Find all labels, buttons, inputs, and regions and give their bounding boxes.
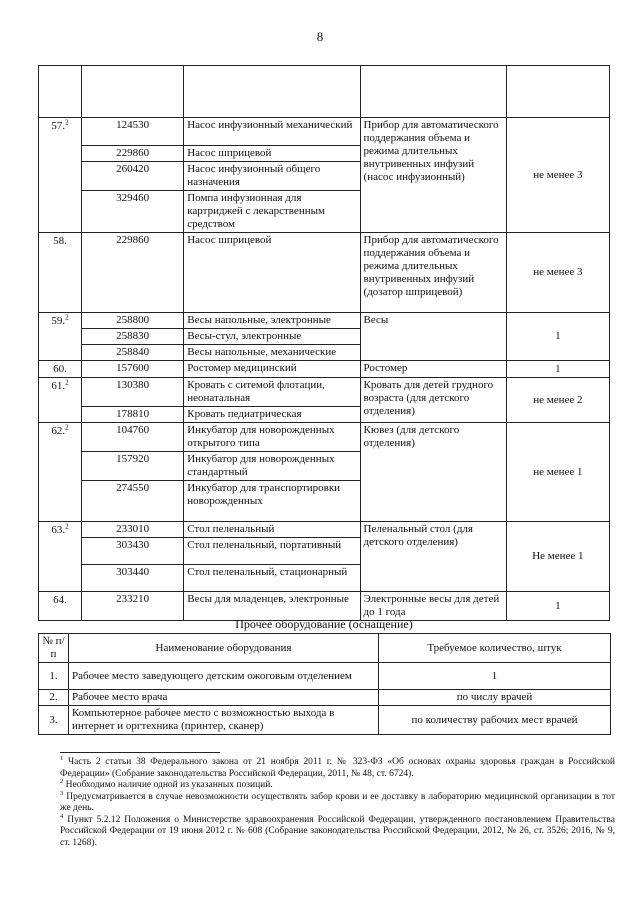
- nomenclature-name: Весы-стул, электронные: [184, 329, 360, 345]
- row-number-text: 61.: [51, 380, 66, 392]
- nomenclature-code: 258800: [82, 313, 184, 329]
- table-row: [39, 361, 610, 378]
- table-row: [39, 706, 611, 735]
- nomenclature-code: 130380: [82, 378, 184, 407]
- nomenclature-name: Инкубатор для новорожденных стандартный: [184, 452, 360, 481]
- required-quantity: 1: [379, 663, 611, 690]
- row-number: [39, 592, 82, 621]
- footnote: [60, 812, 615, 850]
- nomenclature-name: Насос шприцевой: [184, 146, 360, 162]
- required-quantity: Не менее 1: [506, 522, 609, 592]
- footnote-ref: 2: [65, 313, 69, 322]
- equipment-name: Кровать для детей грудного возраста (для детского отделения): [360, 378, 506, 423]
- equipment-name: Весы: [360, 313, 506, 361]
- equipment-name: Прибор для автоматического поддержания объема и режима длительных внутривенных инфузий (дозатор шприцевой): [360, 233, 506, 313]
- required-quantity: по количеству рабочих мест врачей: [379, 706, 611, 735]
- empty-cell: [506, 66, 609, 118]
- nomenclature-name: Весы напольные, механические: [184, 345, 360, 361]
- row-number: [39, 233, 82, 313]
- nomenclature-code: 258840: [82, 345, 184, 361]
- nomenclature-name: Ростомер медицинский: [184, 361, 360, 378]
- nomenclature-code: 303440: [82, 565, 184, 592]
- nomenclature-name: Стол пеленальный, портативный: [184, 538, 360, 565]
- row-number: [39, 378, 82, 423]
- required-quantity: не менее 1: [506, 423, 609, 522]
- empty-cell: [360, 66, 506, 118]
- footnote: [60, 777, 615, 792]
- page-number: 8: [316, 29, 324, 44]
- row-number: [39, 423, 82, 522]
- footnote-text: Часть 2 статьи 38 Федерального закона от 21 ноября 2011 г. № 323-ФЗ «Об основах охраны здоровья граждан в Российской Федерации» (Собрание законодательства Российской Федерации, 2011, № 48, ст. 6724).: [60, 757, 615, 779]
- equipment-name: Ростомер: [360, 361, 506, 378]
- empty-cell: [184, 66, 360, 118]
- row-number-text: 59.: [51, 315, 66, 327]
- required-quantity: 1: [506, 313, 609, 361]
- row-number: 1.: [39, 663, 69, 690]
- footnote-number: 2: [60, 777, 64, 785]
- nomenclature-code: 157600: [82, 361, 184, 378]
- table-row: [39, 663, 611, 690]
- row-number: [39, 361, 82, 378]
- footnote-ref: 2: [65, 378, 69, 387]
- equipment-name: Рабочее место заведующего детским ожоговым отделением: [69, 663, 379, 690]
- row-number: [39, 522, 82, 592]
- equipment-table: [38, 65, 610, 621]
- nomenclature-code: 329460: [82, 191, 184, 233]
- nomenclature-name: Насос инфузионный общего назначения: [184, 162, 360, 191]
- footnote: [60, 789, 615, 815]
- equipment-name: Пеленальный стол (для детского отделения): [360, 522, 506, 592]
- required-quantity: не менее 2: [506, 378, 609, 423]
- footnotes: [60, 754, 615, 849]
- row-number-text: 58.: [53, 235, 67, 247]
- nomenclature-code: 303430: [82, 538, 184, 565]
- nomenclature-name: Помпа инфузионная для картриджей с лекарственным средством: [184, 191, 360, 233]
- row-number: 3.: [39, 706, 69, 735]
- nomenclature-code: 229860: [82, 146, 184, 162]
- footnote-number: 3: [60, 789, 64, 797]
- row-number: [39, 313, 82, 361]
- row-number-text: 63.: [51, 524, 66, 536]
- nomenclature-name: Инкубатор для новорожденных открытого типа: [184, 423, 360, 452]
- nomenclature-name: Весы для младенцев, электронные: [184, 592, 360, 621]
- footnote-ref: 2: [65, 423, 69, 432]
- required-quantity: не менее 3: [506, 233, 609, 313]
- table-row: [39, 522, 610, 538]
- nomenclature-name: Стол пеленальный: [184, 522, 360, 538]
- required-quantity: по числу врачей: [379, 690, 611, 706]
- equipment-name: Кювез (для детского отделения): [360, 423, 506, 522]
- nomenclature-code: 157920: [82, 452, 184, 481]
- header-name: Наименование оборудования: [69, 634, 379, 663]
- row-number-text: 62.: [51, 425, 66, 437]
- nomenclature-name: Весы напольные, электронные: [184, 313, 360, 329]
- nomenclature-code: 233210: [82, 592, 184, 621]
- footnote-separator: [60, 752, 220, 753]
- other-equipment-caption: Прочее оборудование (оснащение): [235, 617, 413, 631]
- footnote-text: Пункт 5.2.12 Положения о Министерстве здравоохранения Российской Федерации, утвержденного постановлением Правительства Российской Федерации от 19 июня 2012 г. № 608 (Собрание законодательства Российской Федерации, 2012, № 26, ст. 3526; 2016, № 9, ст. 1268).: [60, 814, 615, 848]
- table-header-row: [39, 634, 611, 663]
- nomenclature-name: Кровать с ситемой флотации, неонатальная: [184, 378, 360, 407]
- continued-row: [39, 66, 610, 118]
- nomenclature-name: Насос инфузионный механический: [184, 118, 360, 146]
- nomenclature-code: 260420: [82, 162, 184, 191]
- nomenclature-code: 229860: [82, 233, 184, 313]
- empty-cell: [82, 66, 184, 118]
- footnote-number: 1: [60, 754, 64, 762]
- other-equipment-table: [38, 633, 611, 735]
- row-number-text: 60.: [53, 363, 67, 375]
- nomenclature-code: 124530: [82, 118, 184, 146]
- table-row: [39, 423, 610, 452]
- table-row: [39, 233, 610, 313]
- equipment-name: Рабочее место врача: [69, 690, 379, 706]
- equipment-name: Прибор для автоматического поддержания объема и режима длительных внутривенных инфузий (насос инфузионный): [360, 118, 506, 233]
- footnote-ref: 2: [65, 522, 69, 531]
- required-quantity: 1: [506, 361, 609, 378]
- nomenclature-code: 258830: [82, 329, 184, 345]
- footnote: [60, 754, 615, 780]
- equipment-name: Компьютерное рабочее место с возможностью выхода в интернет и оргтехника (принтер, сканер): [69, 706, 379, 735]
- nomenclature-name: Стол пеленальный, стационарный: [184, 565, 360, 592]
- nomenclature-name: Насос шприцевой: [184, 233, 360, 313]
- required-quantity: 1: [506, 592, 609, 621]
- table-row: [39, 378, 610, 407]
- nomenclature-code: 104760: [82, 423, 184, 452]
- nomenclature-code: 274550: [82, 481, 184, 522]
- empty-cell: [39, 66, 82, 118]
- equipment-name: Электронные весы для детей до 1 года: [360, 592, 506, 621]
- nomenclature-name: Кровать педиатрическая: [184, 407, 360, 423]
- nomenclature-code: 233010: [82, 522, 184, 538]
- nomenclature-code: 178810: [82, 407, 184, 423]
- required-quantity: не менее 3: [506, 118, 609, 233]
- table-row: [39, 313, 610, 329]
- row-number: [39, 118, 82, 233]
- header-no: № п/п: [39, 634, 69, 663]
- footnote-ref: 2: [65, 118, 69, 127]
- table-row: [39, 118, 610, 146]
- row-number: 2.: [39, 690, 69, 706]
- footnote-text: Необходимо наличие одной из указанных позиций.: [63, 780, 273, 790]
- header-qty: Требуемое количество, штук: [379, 634, 611, 663]
- footnote-number: 4: [60, 812, 64, 820]
- nomenclature-name: Инкубатор для транспортировки новорожденных: [184, 481, 360, 522]
- table-row: [39, 690, 611, 706]
- row-number-text: 64.: [53, 594, 67, 606]
- row-number-text: 57.: [51, 120, 66, 132]
- footnote-text: Предусматривается в случае невозможности осуществлять забор крови и ее доставку в лабораторию медицинской организации в тот же день.: [60, 791, 615, 813]
